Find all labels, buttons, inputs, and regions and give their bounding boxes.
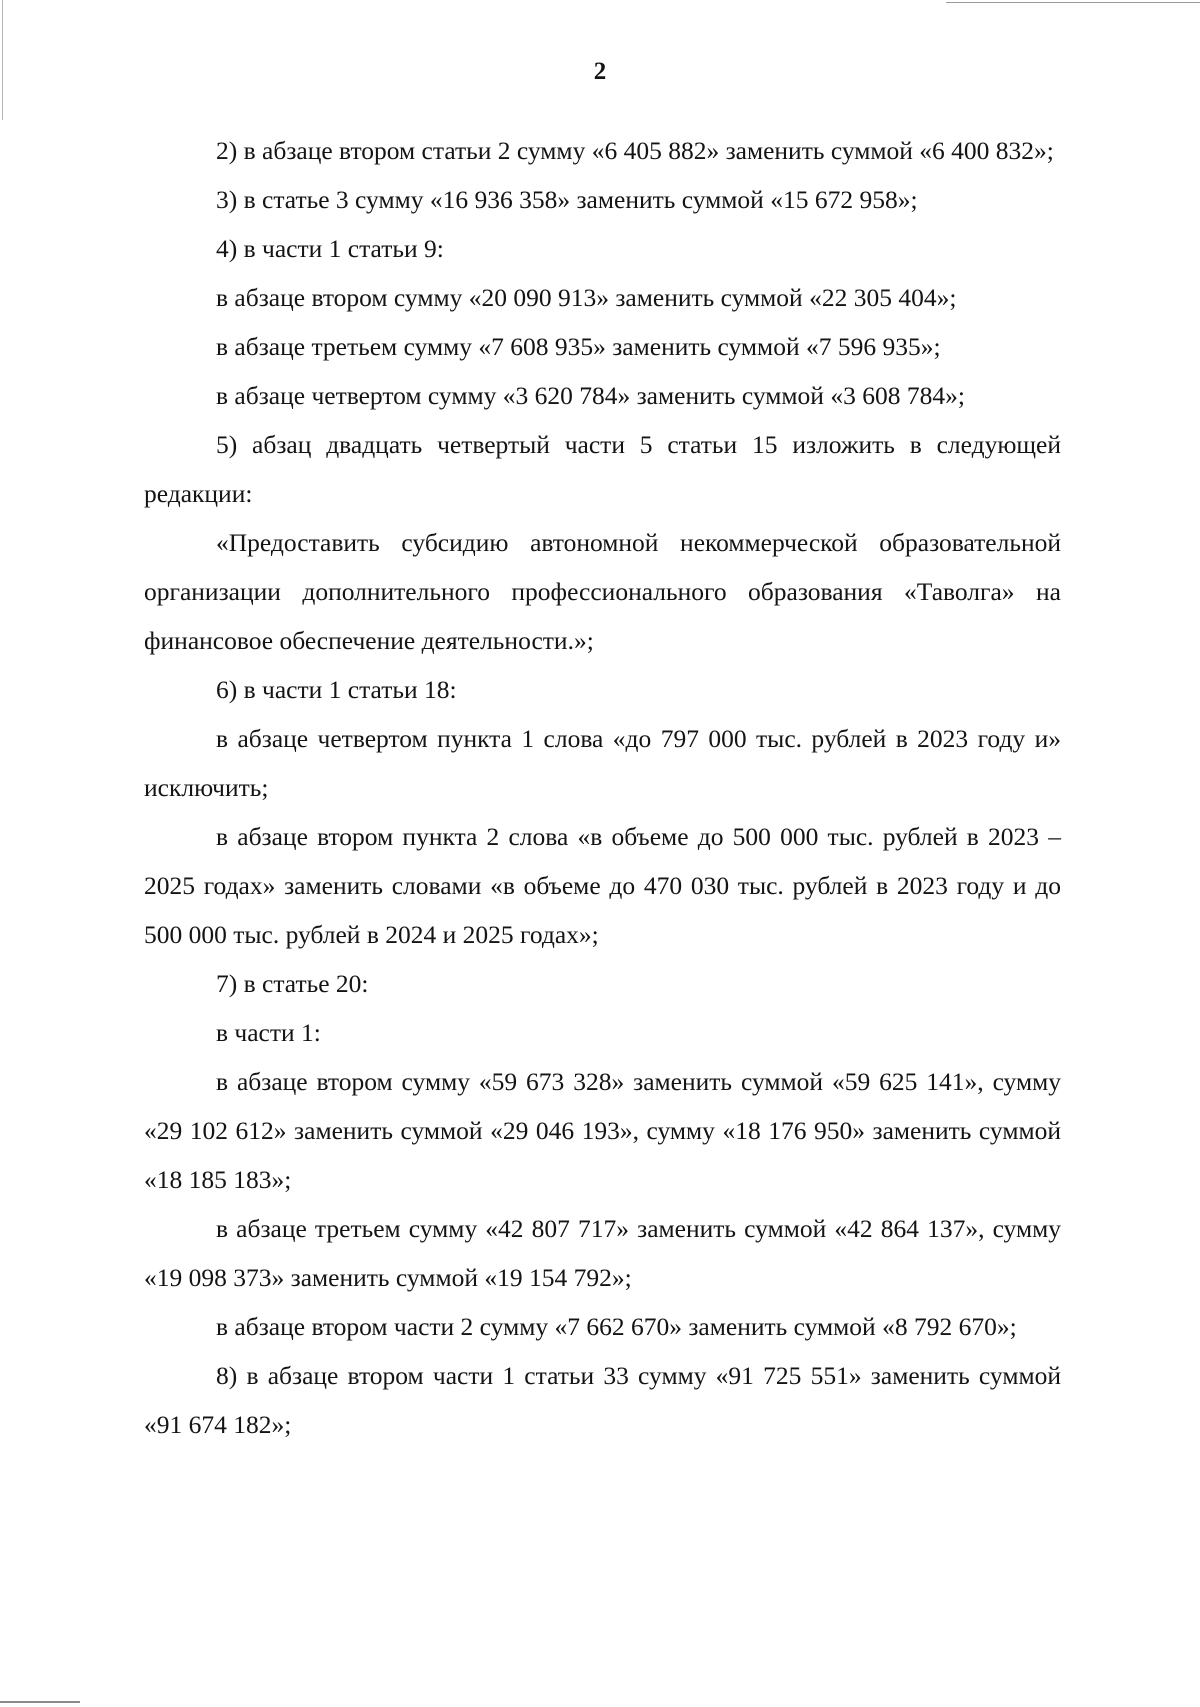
paragraph-amendment-4-subpoint: в абзаце четвертом сумму «3 620 784» заменить суммой «3 608 784»;	[216, 381, 965, 410]
paragraph-amendment-7: 7) в статье 20:	[216, 969, 369, 998]
page-number: 2	[593, 58, 607, 85]
paragraph-amendment-2: 2) в абзаце втором статьи 2 сумму «6 405 882» заменить суммой «6 400 832»;	[216, 136, 1054, 165]
paragraph-amendment-7-subpoint: в абзаце втором сумму «59 673 328» заменить суммой «59 625 141», сумму «29 102 612» заменить суммой «29 046 193», сумму «18 176 950» заменить суммой «18 185 183»;	[144, 1067, 1061, 1194]
paragraph-amendment-7-part: в части 1:	[216, 1018, 321, 1047]
scan-edge-line-top	[946, 2, 1200, 3]
paragraph-amendment-8: 8) в абзаце втором части 1 статьи 33 сумму «91 725 551» заменить суммой «91 674 182»;	[144, 1361, 1061, 1439]
paragraph-amendment-4-subpoint: в абзаце третьем сумму «7 608 935» заменить суммой «7 596 935»;	[216, 332, 941, 361]
document-body	[144, 126, 1061, 1449]
paragraph-amendment-4: 4) в части 1 статьи 9:	[216, 234, 444, 263]
paragraph-amendment-5: 5) абзац двадцать четвертый части 5 статьи 15 изложить в следующей редакции:	[144, 430, 1061, 508]
scan-edge-line-bottom	[0, 1701, 80, 1703]
paragraph-amendment-4-subpoint: в абзаце втором сумму «20 090 913» заменить суммой «22 305 404»;	[216, 283, 957, 312]
paragraph-amendment-5-quote: «Предоставить субсидию автономной некоммерческой образовательной организации дополнительного профессионального образования «Таволга» на финансовое обеспечение деятельности.»;	[144, 528, 1061, 655]
paragraph-amendment-7-subpoint: в абзаце третьем сумму «42 807 717» заменить суммой «42 864 137», сумму «19 098 373» заменить суммой «19 154 792»;	[144, 1214, 1061, 1292]
paragraph-amendment-6-subpoint: в абзаце втором пункта 2 слова «в объеме до 500 000 тыс. рублей в 2023 – 2025 годах» заменить словами «в объеме до 470 030 тыс. рублей в 2023 году и до 500 000 тыс. рублей в 2024 и 2025 годах»;	[144, 822, 1061, 949]
paragraph-amendment-3: 3) в статье 3 сумму «16 936 358» заменить суммой «15 672 958»;	[216, 185, 918, 214]
paragraph-amendment-6-subpoint: в абзаце четвертом пункта 1 слова «до 797 000 тыс. рублей в 2023 году и» исключить;	[144, 724, 1061, 802]
paragraph-amendment-7-subpoint: в абзаце втором части 2 сумму «7 662 670» заменить суммой «8 792 670»;	[216, 1312, 1017, 1341]
paragraph-amendment-6: 6) в части 1 статьи 18:	[216, 675, 457, 704]
